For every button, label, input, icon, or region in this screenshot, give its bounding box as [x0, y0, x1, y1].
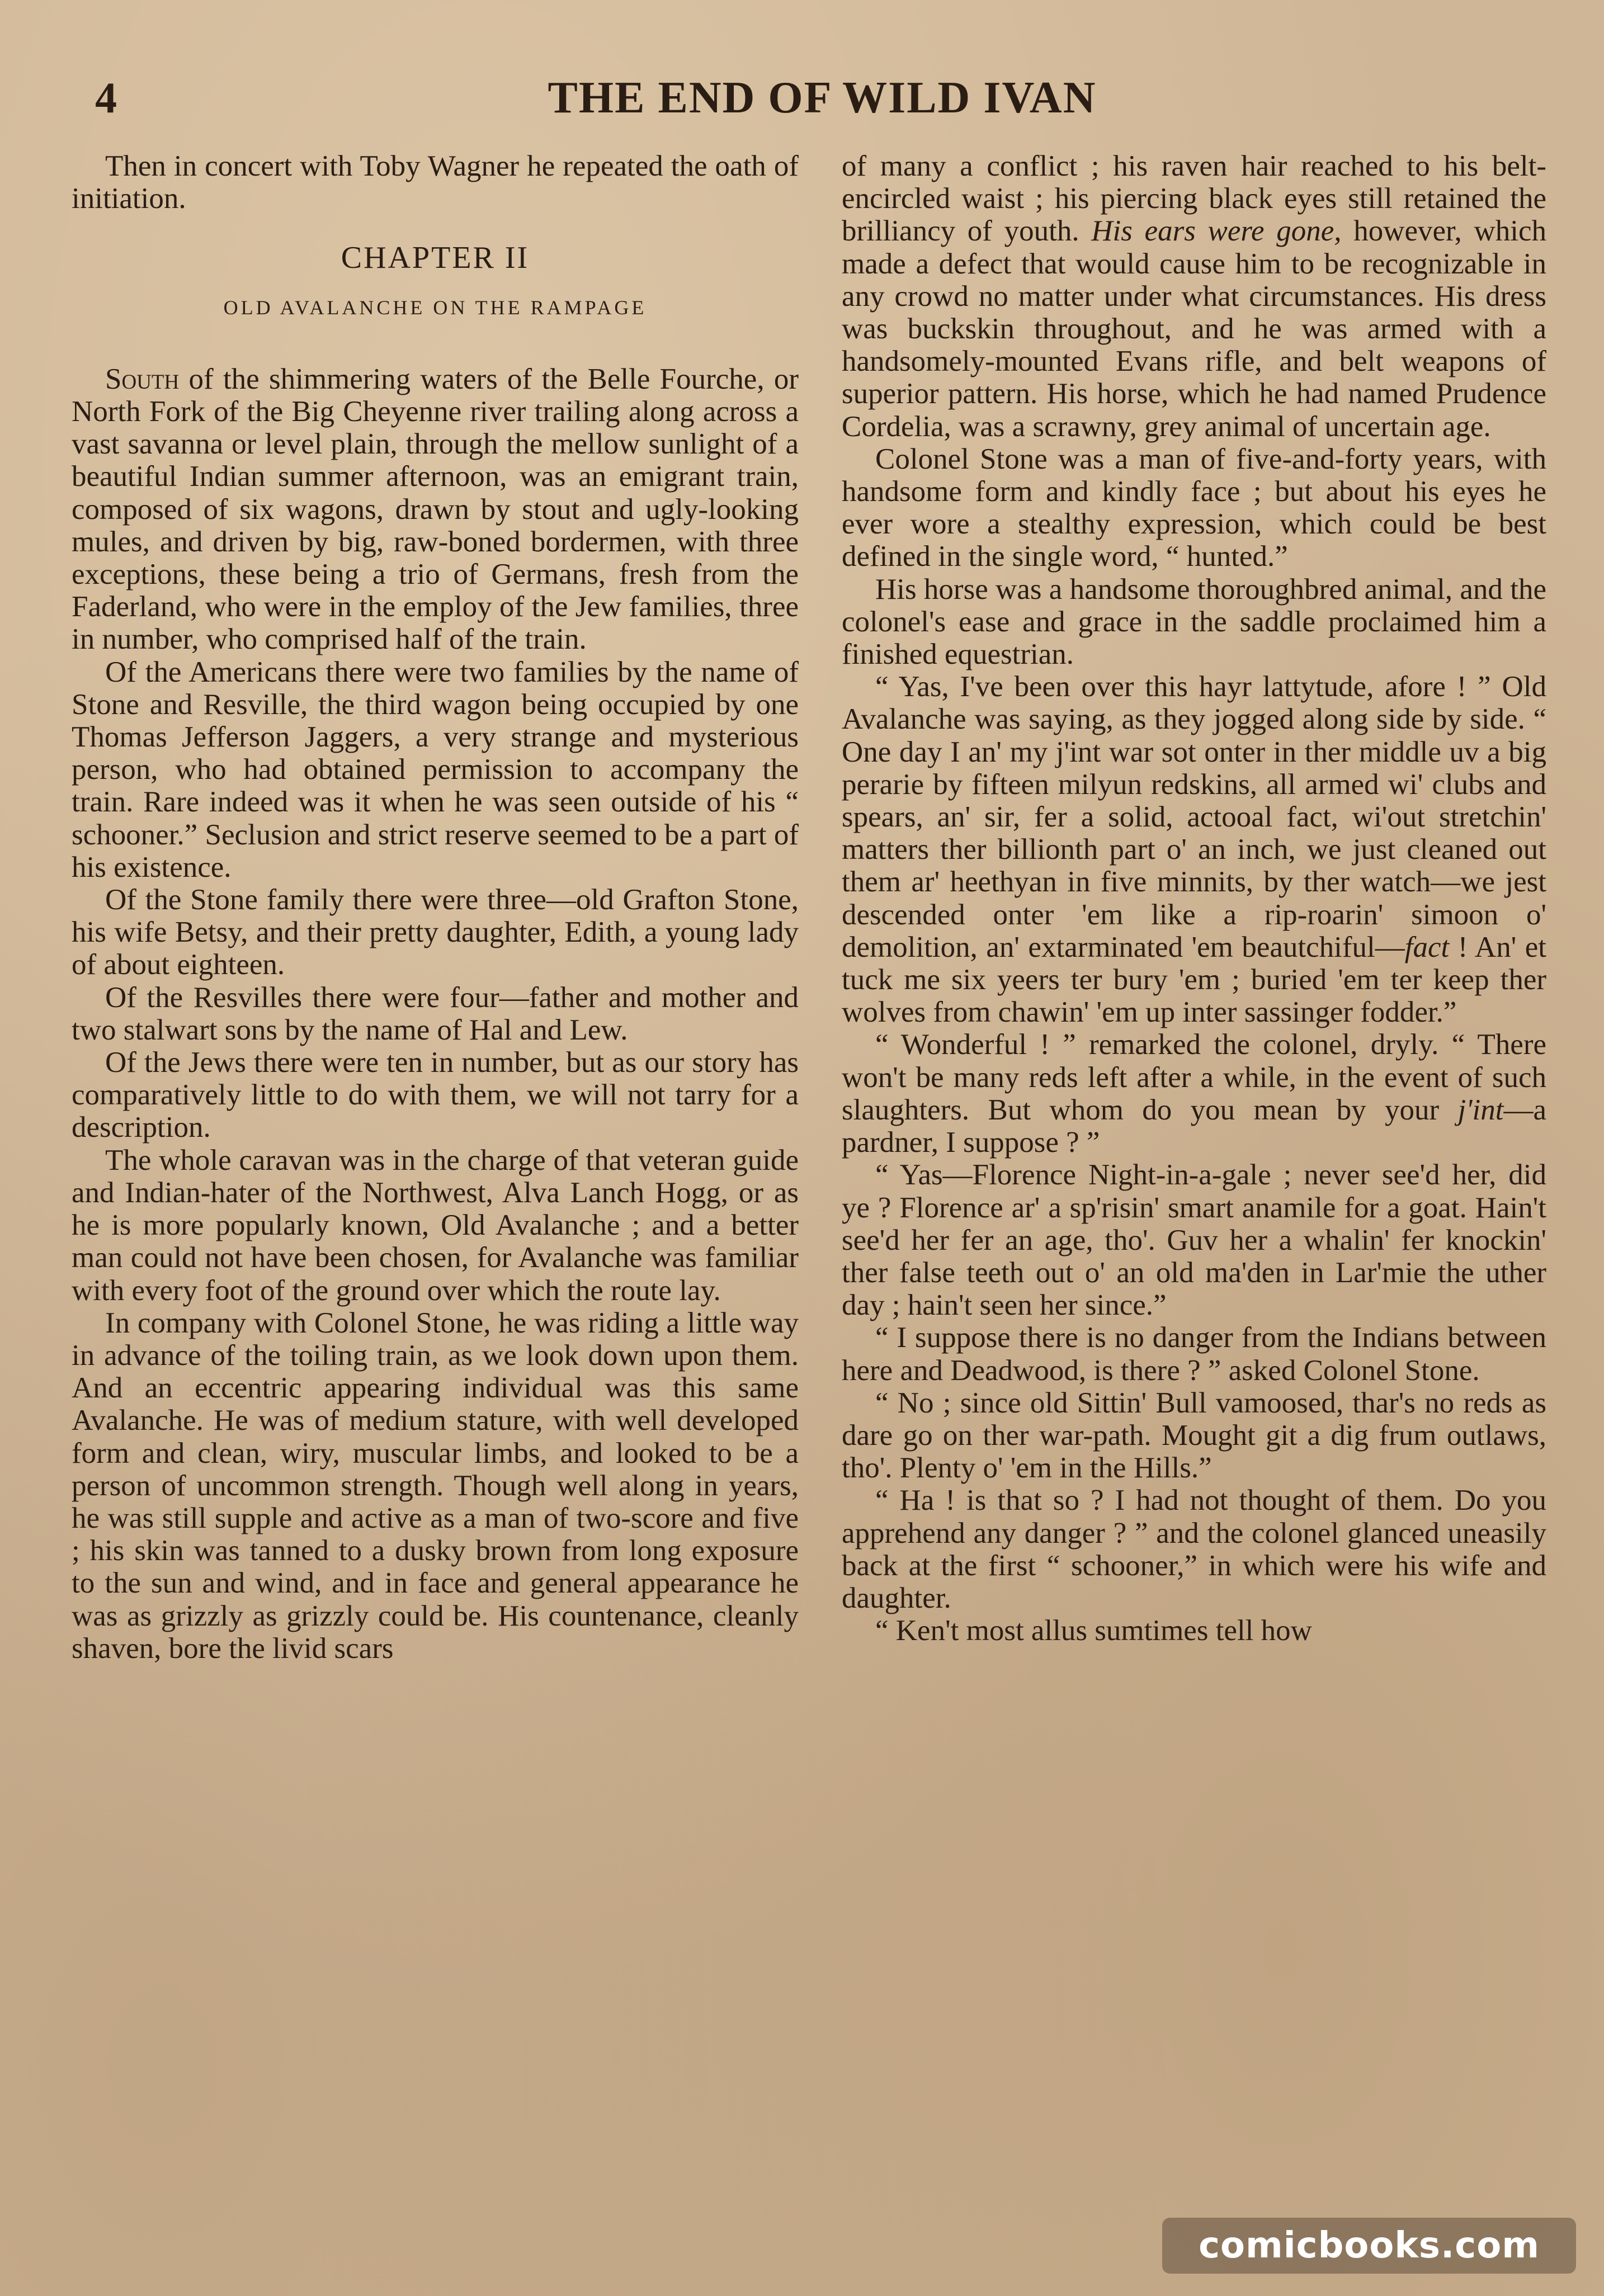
page-header	[95, 67, 1549, 134]
left-column	[72, 150, 799, 2201]
paragraph: “ No ; since old Sittin' Bull vamoosed, thar's no reds as dare go on ther war-path. Mought git a dig frum outlaws, tho'. Plenty o' 'em in the Hills.”	[842, 1386, 1546, 1485]
paragraph	[842, 670, 1546, 1028]
paragraph: Colonel Stone was a man of five-and-forty years, with handsome form and kindly face ; but about his eyes he ever wore a stealthy expression, which could be best defined in the single word, “ hunted.”	[842, 442, 1546, 573]
site-watermark: comicbooks.com	[1162, 2218, 1576, 2274]
paragraph-text: of many a conflict ; his raven hair reached to his belt-encircled waist ; his piercing black eyes still retained the brilliancy of youth.	[842, 150, 1546, 248]
paragraph: Of the Americans there were two families by the name of Stone and Resville, the third wagon being occupied by one Thomas Jefferson Jaggers, a very strange and mysterious person, who had obtained permission to accompany the train. Rare indeed was it when he was seen outside of his “ schooner.” Seclusion and strict reserve seemed to be a part of his existence.	[72, 655, 799, 884]
paragraph-text: of the shimmering waters of the Belle Fourche, or North Fork of the Big Cheyenne river trailing along across a vast savanna or level plain, through the mellow sunlight of a beautiful Indian summer afternoon, was an emigrant train, composed of six wagons, drawn by stout and ugly-looking mules, and driven by big, raw-boned bordermen, with three exceptions, these being a trio of Germans, fresh from the Faderland, who were in the employ of the Jew families, three in number, who comprised half of the train.	[72, 362, 799, 656]
paragraph-text: “ Yas, I've been over this hayr lattytude, afore ! ” Old Avalanche was saying, as they jogged along side by side. “ One day I an' my j'int war sot onter in ther middle uv a big perarie by fifteen milyun redskins, all armed wi' clubs and spears, an' sir, fer a solid, actooal fact, wi'out stretchin' matters ther billionth part o' an inch, we just cleaned out them ar' heethyan in five minnits, by ther watch—we jest descended onter 'em like a rip-roarin' simoon o' demolition, an' extarminated 'em beautchiful—	[842, 670, 1546, 963]
paragraph	[842, 1028, 1546, 1159]
running-title: THE END OF WILD IVAN	[548, 73, 1097, 122]
italic-text: j'int	[1457, 1093, 1504, 1126]
italic-text: fact	[1404, 930, 1450, 963]
paragraph: “ Ha ! is that so ? I had not thought of them. Do you apprehend any danger ? ” and the colonel glanced uneasily back at the first “ schooner,” in which were his wife and daughter.	[842, 1484, 1546, 1614]
paragraph: “ I suppose there is no danger from the Indians between here and Deadwood, is there ? ” asked Colonel Stone.	[842, 1321, 1546, 1387]
paragraph-text: however, which made a defect that would cause him to be recognizable in any crowd no matter under what circumstances. His dress was buckskin throughout, and he was armed with a handsomely-mounted Evans rifle, and belt weapons of superior pattern. His horse, which he had named Prudence Cordelia, was a scrawny, grey animal of uncertain age.	[842, 215, 1546, 443]
paragraph: In company with Colonel Stone, he was riding a little way in advance of the toiling train, as we look down upon them. And an eccentric appearing individual was this same Avalanche. He was of medium stature, with well developed form and clean, wiry, muscular limbs, and looked to be a person of uncommon strength. Though well along in years, he was still supple and active as a man of two-score and five ; his skin was tanned to a dusky brown from long exposure to the sun and wind, and in face and general appearance he was as grizzly as grizzly could be. His countenance, cleanly shaven, bore the livid scars	[72, 1306, 799, 1665]
opening-paragraph: Then in concert with Toby Wagner he repeated the oath of initiation.	[72, 150, 799, 215]
chapter-title: CHAPTER II	[341, 240, 530, 276]
paragraph: “ Yas—Florence Night-in-a-gale ; never see'd her, did ye ? Florence ar' a sp'risin' smart anamile for a goat. Hain't see'd her fer an age, tho'. Guv her a whalin' fer knockin' ther false teeth out o' an old ma'den in Lar'mie the uther day ; hain't seen her since.”	[842, 1159, 1546, 1322]
paragraph: Of the Resvilles there were four—father and mother and two stalwart sons by the name of Hal and Lew.	[72, 981, 799, 1046]
paragraph-text: —a pardner, I suppose ? ”	[842, 1093, 1546, 1159]
page-number: 4	[95, 73, 117, 122]
paragraph-continued	[842, 150, 1546, 443]
chapter-subtitle: OLD AVALANCHE ON THE RAMPAGE	[223, 296, 647, 319]
paragraph: “ Ken't most allus sumtimes tell how	[875, 1614, 1312, 1647]
paragraph-text: ! An' et tuck me six yeers ter bury 'em ; buried 'em ter keep ther wolves from chawin' 'em up inter sassinger fodder.”	[842, 930, 1546, 1029]
lead-in-word: South	[105, 362, 180, 395]
italic-text: His ears were gone,	[1091, 215, 1342, 248]
paragraph: His horse was a handsome thoroughbred animal, and the colonel's ease and grace in the saddle proclaimed him a finished equestrian.	[842, 573, 1546, 671]
right-column	[842, 150, 1546, 2201]
paragraph: Of the Stone family there were three—old Grafton Stone, his wife Betsy, and their pretty daughter, Edith, a young lady of about eighteen.	[72, 884, 799, 981]
paragraph: Of the Jews there were ten in number, but as our story has comparatively little to do with them, we will not tarry for a description.	[72, 1046, 799, 1144]
paragraph: The whole caravan was in the charge of that veteran guide and Indian-hater of the Northwest, Alva Lanch Hogg, or as he is more popularly known, Old Avalanche ; and a better man could not have been chosen, for Avalanche was familiar with every foot of the ground over which the route lay.	[72, 1144, 799, 1307]
paragraph	[72, 363, 799, 656]
paragraph-text: “ Wonderful ! ” remarked the colonel, dryly. “ There won't be many reds left after a while, in the event of such slaughters. But whom do you mean by your	[842, 1028, 1546, 1126]
